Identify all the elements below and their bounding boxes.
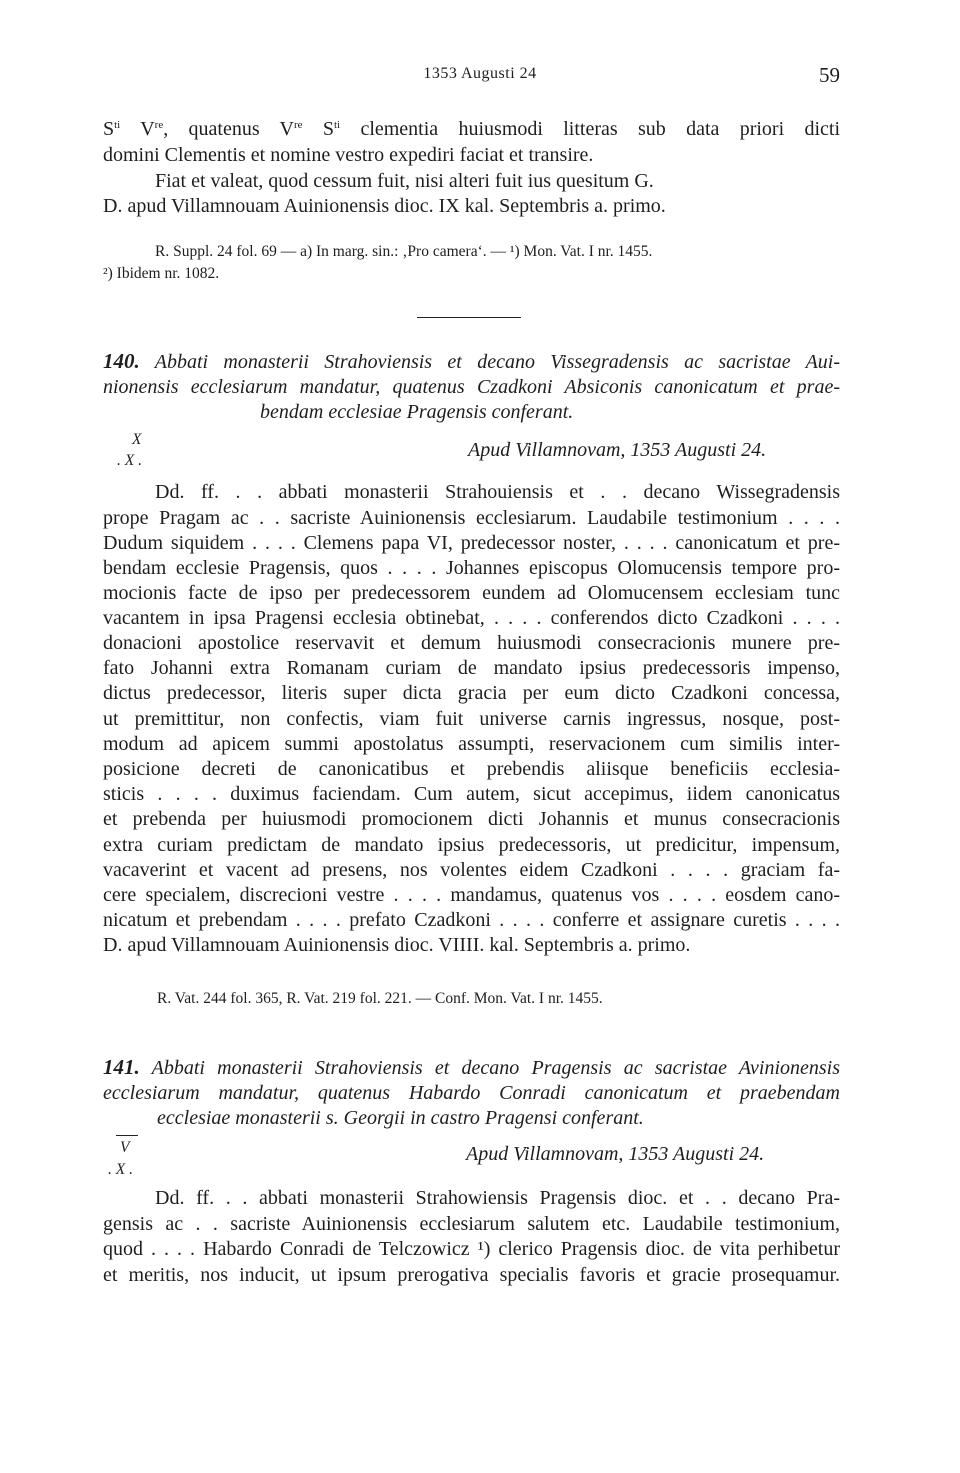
doc140-text-line-1: Dd. ff. . . abbati monasterii Strahouiensis et . . decano Wissegradensis — [155, 481, 840, 503]
doc141-regest-line-1: 141. Abbati monasterii Strahoviensis et decano Pragensis ac sacristae Avinionensis — [103, 1055, 841, 1079]
doc141-mark-top: V — [120, 1139, 130, 1156]
doc140-text-line-15: extra curiam predictam de mandato ipsius predecessoris, ut predicitur, impensum, — [103, 834, 840, 856]
doc140-text-line-7: donacioni apostolice reservavit et demum huiusmodi consecracionis munere pre- — [103, 632, 840, 654]
doc140-text-line-4: bendam ecclesie Pragensis, quos . . . . Johannes episcopus Olomucensis tempore pro- — [103, 557, 840, 579]
doc140-place-date: Apud Villamnovam, 1353 Augusti 24. — [468, 439, 767, 461]
doc140-text-line-12: posicione decreti de canonicatibus et prebendis aliisque beneficiis ecclesia- — [103, 758, 840, 780]
doc140-text-line-9: dictus predecessor, literis super dicta gracia per eum dicto Czadkoni concessa, — [103, 682, 840, 704]
doc141-text-line-1: Dd. ff. . . abbati monasterii Strahowiensis Pragensis dioc. et . . decano Pra- — [155, 1187, 840, 1209]
doc140-text-line-10: ut premittitur, non confectis, viam fuit universe carnis ingressus, nosque, post- — [103, 708, 840, 730]
running-header: 1353 Augusti 24 — [423, 65, 537, 82]
doc140-text-line-13: sticis . . . . duximus faciendam. Cum autem, sicut accepimus, iidem canonicatus — [103, 783, 840, 805]
doc139-footnote-2: ²) Ibidem nr. 1082. — [103, 265, 220, 282]
doc140-text-line-11: modum ad apicem summi apostolatus assumpti, reservacionem cum similis inter- — [103, 733, 840, 755]
doc140-text-line-14: et prebenda per huiusmodi promocionem dicti Johannis et munus consecracionis — [103, 808, 840, 830]
page-number: 59 — [819, 63, 840, 87]
doc140-text-line-16: vacaverint et vacent ad presens, nos volentes eidem Czadkoni . . . . graciam fa- — [103, 859, 840, 881]
doc140-text-line-8: fato Johanni extra Romanam curiam de mandato ipsius predecessoris impenso, — [103, 657, 840, 679]
doc140-text-line-17: cere specialem, discrecioni vestre . . . . mandamus, quatenus vos . . . . eosdem cano- — [103, 884, 840, 906]
doc141-place-date: Apud Villamnovam, 1353 Augusti 24. — [466, 1143, 765, 1165]
doc141-text-line-2: gensis ac . . sacriste Auinionensis ecclesiarum salutem etc. Laudabile testimonium, — [103, 1213, 840, 1235]
doc140-mark-top: X — [132, 431, 142, 448]
doc139-footnote-1: R. Suppl. 24 fol. 69 — a) In marg. sin.: ‚Pro camera‘. — ¹) Mon. Vat. I nr. 1455. — [155, 243, 653, 260]
doc140-source: R. Vat. 244 fol. 365, R. Vat. 219 fol. 221. — Conf. Mon. Vat. I nr. 1455. — [157, 990, 603, 1007]
doc139-line-2: domini Clementis et nomine vestro expediri faciat et transire. — [103, 144, 594, 166]
doc139-line-1: $S^{ti}$ Vre, quatenus Vre $S^{ti}$ clementia huiusmodi litteras sub data priori dicti — [103, 118, 840, 140]
doc140-text-line-5: mocionis facte de ipso per predecessorem eundem ad Olomucensem ecclesiam tunc — [103, 582, 840, 604]
doc141-text-line-3: quod . . . . Habardo Conradi de Telczowicz ¹) clerico Pragensis dioc. de vita perhibetur — [103, 1238, 840, 1260]
doc140-text-line-19: D. apud Villamnouam Auinionensis dioc. VIIII. kal. Septembris a. primo. — [103, 934, 691, 956]
doc140-regest-line-2: nionensis ecclesiarum mandatur, quatenus Czadkoni Absiconis canonicatum et prae- — [103, 376, 840, 398]
doc140-regest-line-3: bendam ecclesiae Pragensis conferant. — [260, 401, 574, 423]
doc141-mark-rule — [116, 1135, 138, 1136]
doc141-regest-line-2: ecclesiarum mandatur, quatenus Habardo Conradi canonicatum et praebendam — [103, 1082, 840, 1104]
doc140-text-line-2: prope Pragam ac . . sacriste Auinionensis ecclesiarum. Laudabile testimonium . . . . — [103, 507, 840, 529]
doc140-regest-line-1: 140. Abbati monasterii Strahoviensis et decano Vissegradensis ac sacristae Aui- — [103, 349, 840, 373]
doc141-regest-line-3: ecclesiae monasterii s. Georgii in castro Pragensi conferant. — [157, 1107, 644, 1129]
doc139-line-4: D. apud Villamnouam Auinionensis dioc. IX kal. Septembris a. primo. — [103, 195, 666, 217]
doc139-line-3: Fiat et valeat, quod cessum fuit, nisi alteri fuit ius quesitum G. — [155, 170, 654, 192]
doc141-text-line-4: et meritis, nos inducit, ut ipsum prerogativa specialis favoris et gracie prosequamur. — [103, 1264, 840, 1286]
doc141-mark-bottom: . X . — [108, 1161, 133, 1178]
section-divider — [417, 317, 521, 318]
doc140-text-line-3: Dudum siquidem . . . . Clemens papa VI, predecessor noster, . . . . canonicatum et pre- — [103, 532, 840, 554]
doc140-text-line-18: nicatum et prebendam . . . . prefato Czadkoni . . . . conferre et assignare curetis . . . . — [103, 909, 840, 931]
doc140-text-line-6: vacantem in ipsa Pragensi ecclesia obtinebat, . . . . conferendos dicto Czadkoni . . . . — [103, 607, 840, 629]
doc141-number: 141. — [103, 1055, 140, 1079]
doc140-mark-bottom: . X . — [117, 452, 142, 469]
doc140-number: 140. — [103, 349, 140, 373]
